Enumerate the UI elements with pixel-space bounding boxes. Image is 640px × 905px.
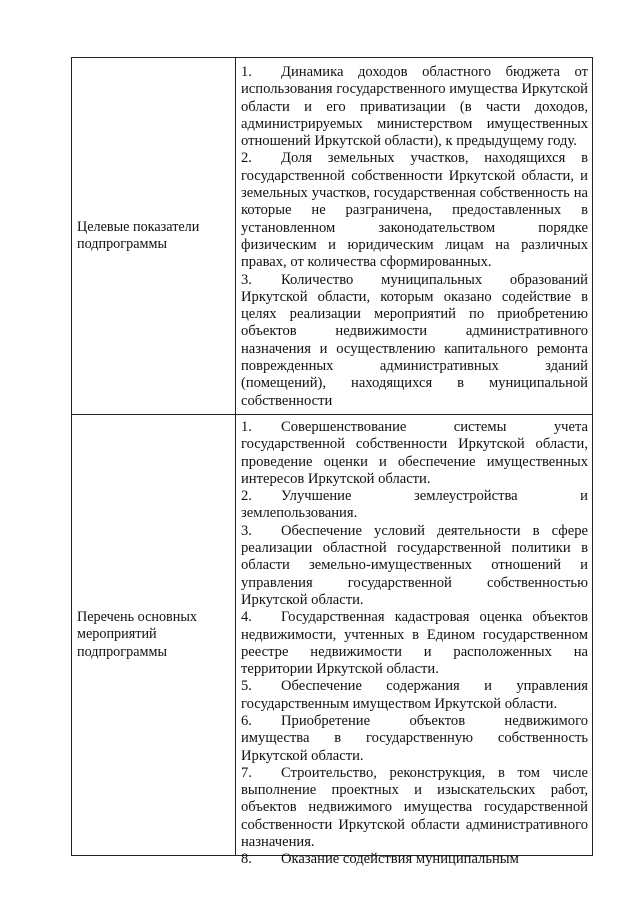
target-indicators-list <box>236 58 593 415</box>
item-text: Строительство, реконструкция, в том числе выполнение проектных и изыскательских работ, объектов недвижимого имущества государственной собственности Иркутской области административного назначения. <box>241 764 588 851</box>
list-item <box>241 272 588 410</box>
item-number: 6. <box>241 712 252 729</box>
main-activities-clip <box>241 418 588 868</box>
item-number: 4. <box>241 609 252 626</box>
item-number: 8. <box>241 851 252 868</box>
list-item <box>241 419 588 488</box>
item-text: Количество муниципальных образований Иркутской области, которым оказано содействие в целях реализации мероприятий по приобретению объектов недвижимости административного назначения и осуществлению капитального ремонта поврежденных административных зданий (помещений), находящихся в муниципальной собственности <box>241 271 588 409</box>
item-number: 3. <box>241 522 252 539</box>
list-item <box>241 150 588 271</box>
row-label-main-activities <box>72 414 236 855</box>
item-text: Оказание содействия муниципальным <box>281 851 519 868</box>
list-item <box>241 713 588 765</box>
item-number: 2. <box>241 150 252 167</box>
item-text: Доля земельных участков, находящихся в государственной собственности Иркутской области, и земельных участков, государственная собственность на которые не разграничена, предоставленных в установленном законодательством порядке физическим и юридическим лицам на различных правах, от количества сформированных. <box>241 150 588 271</box>
list-item <box>241 765 588 851</box>
item-text: Динамика доходов областного бюджета от использования государственного имущества Иркутской области и его приватизации (в части доходов, администрируемых министерством имущественных отношений Иркутской области), к предыдущему году. <box>241 64 588 150</box>
list-item <box>241 523 588 609</box>
item-text: Государственная кадастровая оценка объектов недвижимости, учтенных в Едином государственном реестре недвижимости и расположенных на территории Иркутской области. <box>241 609 588 678</box>
item-number: 7. <box>241 764 252 781</box>
list-item <box>241 678 588 713</box>
list-item <box>241 851 588 868</box>
item-text: Обеспечение содержания и управления государственным имуществом Иркутской области. <box>241 678 588 712</box>
row-label-target-indicators <box>72 58 236 415</box>
row-label-text: Перечень основных мероприятий подпрограммы <box>77 608 197 660</box>
item-text: Обеспечение условий деятельности в сфере реализации областной государственной политики в области земельно-имущественных отношений и управления государственной собственностью Иркутской области. <box>241 522 588 608</box>
main-activities-list <box>236 414 593 868</box>
item-number: 1. <box>241 418 252 435</box>
row-label-text: Целевые показатели подпрограммы <box>77 218 200 252</box>
item-number: 2. <box>241 488 252 505</box>
item-text: Приобретение объектов недвижимого имущества в государственную собственность Иркутской области. <box>241 712 588 764</box>
list-item <box>241 609 588 678</box>
item-number: 5. <box>241 678 252 695</box>
subprogram-passport-table <box>71 57 593 868</box>
item-text: Улучшение землеустройства и землепользования. <box>241 488 588 522</box>
list-item <box>241 488 588 523</box>
item-number: 3. <box>241 271 252 288</box>
table-row <box>72 58 593 415</box>
item-text: Совершенствование системы учета государственной собственности Иркутской области, проведение оценки и обеспечение имущественных интересов Иркутской области. <box>241 418 588 487</box>
item-number: 1. <box>241 64 252 80</box>
list-item <box>241 64 588 150</box>
table-row <box>72 414 593 855</box>
